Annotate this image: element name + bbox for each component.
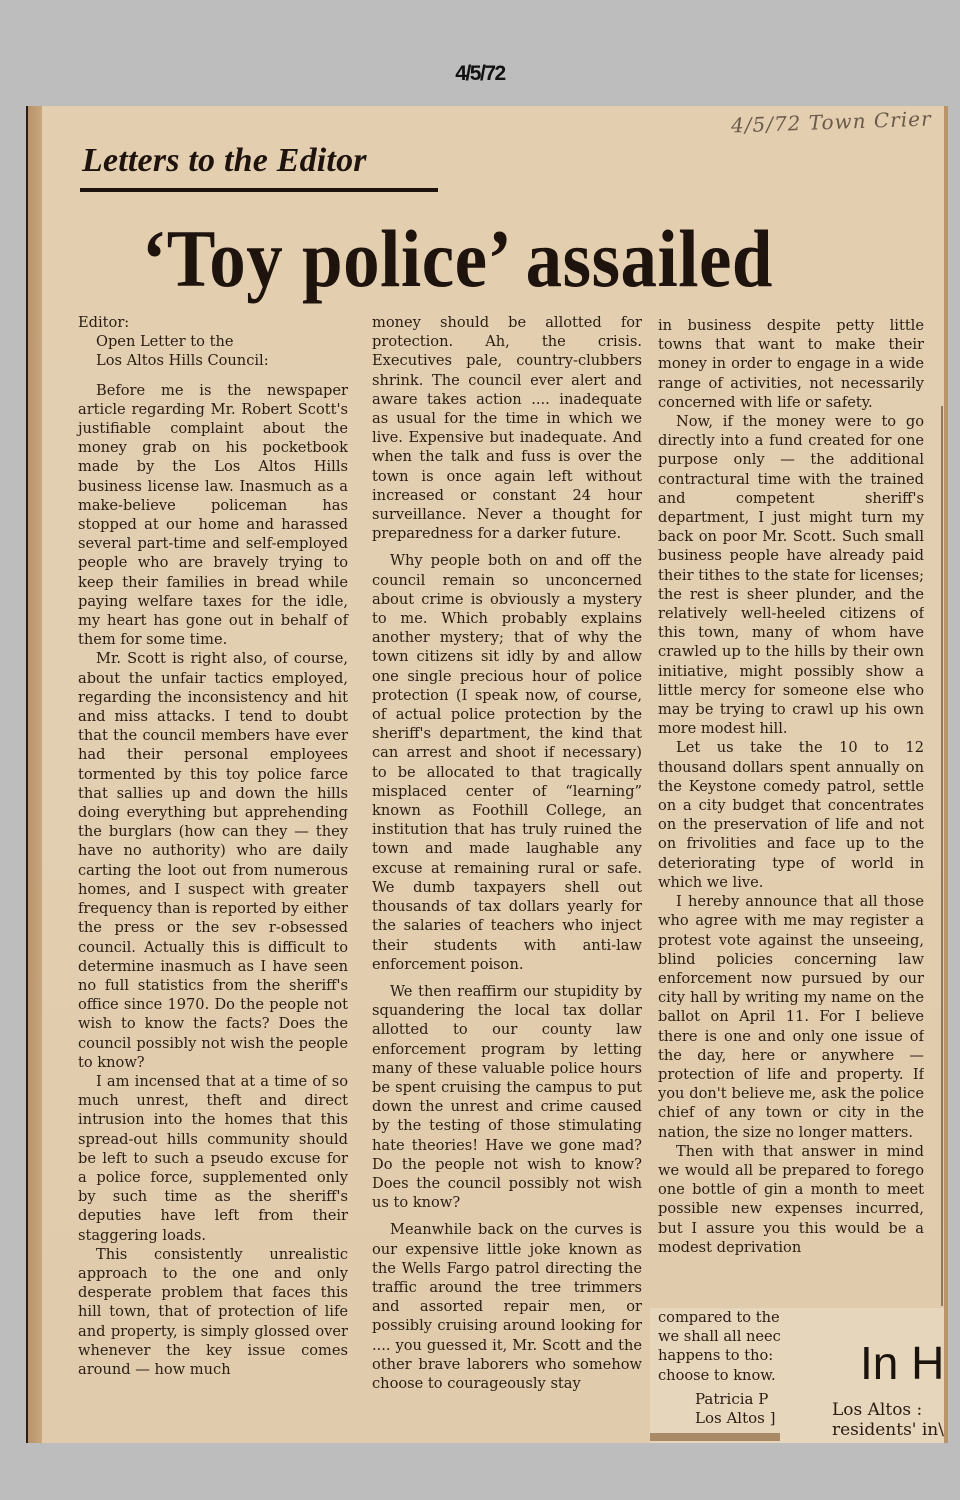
column-divider: [941, 406, 943, 1306]
salutation: Editor:: [78, 314, 130, 331]
tail-line: we shall all neec: [658, 1328, 781, 1346]
torn-paper-strip: [650, 1433, 780, 1441]
paragraph: I hereby announce that all those who agree with me may register a protest vote against the unseeing, blind policies concerning law enforcement now pursued by our city hall by writing my name on the ballot on April 11. For I believe there is one and only one issue of the day, here or anywhere — protection of life and property. If you don't believe me, ask the police chief of any town or city in the nation, the size no longer matters.: [658, 893, 924, 1141]
paragraph: Now, if the money were to go directly into a fund created for one purpose only — the additional contractural time with the trained and competent sheriff's department, I just might turn my back on poor Mr. Scott. Such small business people have already paid their tithes to the state for licenses; the rest is sheer plunder, and the relatively well-heeled citizens of this town, many of whom have crawled up to the hills by their own initiative, might possibly show a little mercy for someone else who may be trying to crawl up his own more modest hill.: [658, 413, 924, 738]
paragraph: Why people both on and off the council remain so unconcerned about crime is obviously a mystery to me. Which probably explains another mystery; that of why the town citizens sit idly by and allow one single precious hour of police protection (I speak now, of course, of actual police protection by the sheriff's department, the kind that can arrest and shoot if necessary) to be allocated to that tragically misplaced center of “learning” known as Foothill College, an institution that has truly ruined the town and made laughable any excuse at remaining rural or safe. We dumb taxpayers shell out thousands of tax dollars yearly for the salaries of teachers who inject their students with anti-law enforcement poison.: [372, 552, 642, 973]
paragraph: Let us take the 10 to 12 thousand dollars spent annually on the Keystone comedy patrol, settle on a city budget that concentrates on the preservation of life and not on frivolities and face up to the deteriorating type of world in which we live.: [658, 739, 924, 891]
paragraph: Before me is the newspaper article regarding Mr. Robert Scott's justifiable complaint about the money grab on his pocketbook made by the Los Altos Hills business license law. Inasmuch as a make-believe policeman has stopped at our home and harassed several part-time and self-employed people who are bravely trying to keep their families in bread while paying welfare taxes for the idle, my heart has gone out in behalf of them for some time.: [78, 381, 348, 649]
column-3-tail: [658, 1308, 790, 1385]
page-date-label: 4/5/72: [455, 62, 505, 85]
overlapping-headline-fragment: In H: [860, 1337, 945, 1389]
paragraph: This consistently unrealistic approach to the one and only desperate problem that faces this hill town, that of protection of life and property, is simply glossed over whenever the key issue comes around — how much: [78, 1245, 348, 1378]
paragraph: money should be allotted for protection. Ah, the crisis. Executives pale, country-clubbers shrink. The council ever alert and aware takes action .... inadequate as usual for the time in which we live. Expensive but inadequate. And when the talk and fuss is over the town is once again left without increased or constant 24 hour surveillance. Never a thought for preparedness for a darker future.: [372, 314, 642, 543]
overlapping-text-line: Los Altos :: [832, 1400, 923, 1420]
handwritten-note: 4/5/72 Town Crier: [731, 106, 933, 138]
overlapping-text-line: residents' in\: [832, 1420, 944, 1440]
signature-location: Los Altos ]: [695, 1409, 776, 1427]
section-title-underline: [80, 188, 438, 192]
address-line: Open Letter to the: [96, 333, 234, 351]
tail-line: choose to know.: [658, 1366, 776, 1384]
paragraph: We then reaffirm our stupidity by squandering the local tax dollar allotted to our county law enforcement program by letting many of these valuable police hours be spent cruising the campus to put down the unrest and crime caused by the testing of those stimulating hate theories! Have we gone mad? Do the people not wish to know? Does the council possibly not wish us to know?: [372, 982, 642, 1212]
paragraph: Meanwhile back on the curves is our expensive little joke known as the Wells Fargo patrol directing the traffic around the tree trimmers and assorted repair men, or possibly cruising around looking for .... you guessed it, Mr. Scott and the other brave laborers who somehow choose to courageously stay: [372, 1221, 642, 1392]
paragraph: Mr. Scott is right also, of course, about the unfair tactics employed, regarding the inconsistency and hit and miss attacks. I tend to doubt that the council members have ever had their personal employees tormented by this toy police farce that sallies up and down the hills doing everything but apprehending the burglars (how can they — they have no authority) who are daily carting the loot out from numerous homes, and I suspect with greater frequency than is reported by either the press or the sev r-obsessed council. Actually this is difficult to determine inasmuch as I have seen no full statistics from the sheriff's office since 1970. Do the people not wish to know the facts? Does the council possibly not wish the people to know?: [78, 650, 348, 1071]
tail-line: compared to the: [658, 1309, 780, 1326]
headline: ‘Toy police’ assailed: [142, 213, 774, 304]
overlapping-text: [832, 1400, 944, 1440]
signature: [695, 1390, 795, 1428]
signature-name: Patricia P: [695, 1390, 769, 1408]
newspaper-clipping: [26, 106, 948, 1443]
article-column-2: [372, 313, 642, 1393]
paragraph: Then with that answer in mind we would all be prepared to forego one bottle of gin a month to meet possible new expenses incurred, but I assure you this would be a modest deprivation: [658, 1142, 924, 1256]
tail-line: happens to tho:: [658, 1347, 774, 1365]
paragraph: I am incensed that at a time of so much unrest, theft and direct intrusion into the homes that this spread-out hills community should be left to such a pseudo excuse for a police force, supplemented only by such time as the sheriff's deputies have left from their staggering loads.: [78, 1072, 348, 1244]
address-line: Los Altos Hills Council:: [96, 352, 269, 370]
paragraph: in business despite petty little towns that want to make their money in order to engage in a wide range of activities, not necessarily concerned with life or safety.: [658, 317, 924, 411]
article-column-1: [78, 313, 348, 1379]
section-title: Letters to the Editor: [82, 142, 367, 179]
article-column-3: [658, 316, 924, 1308]
